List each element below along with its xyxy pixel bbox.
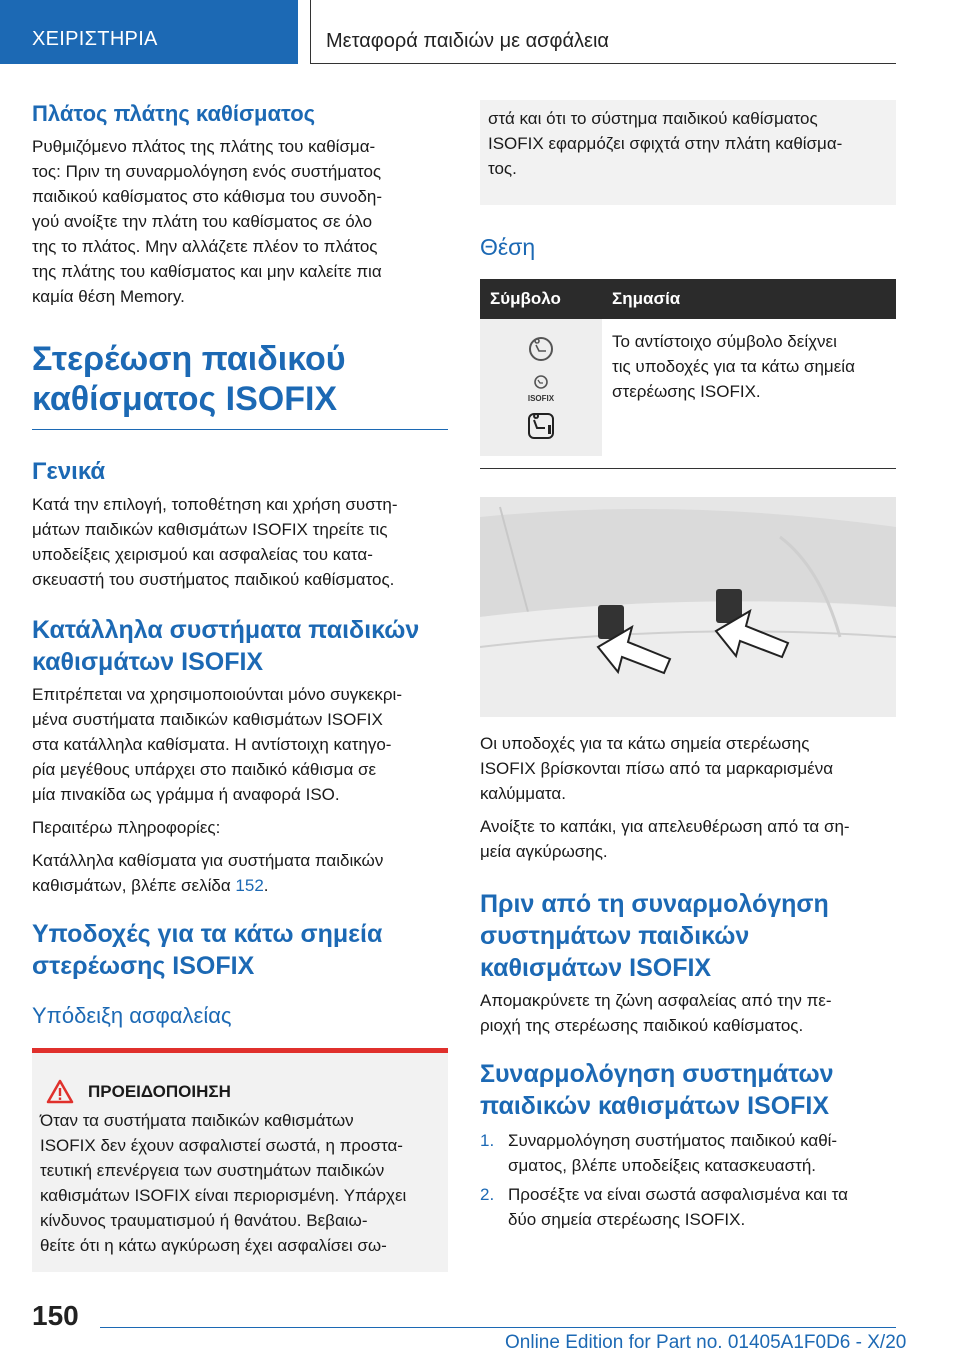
text-line: καλύμματα. (480, 784, 566, 803)
section-rule (32, 429, 448, 430)
text-line: δύο σημεία στερέωσης ISOFIX. (508, 1210, 746, 1229)
text-line: Ρυθμιζόμενο πλάτος της πλάτης του καθίσμα- (32, 137, 376, 156)
step-text (508, 1128, 837, 1178)
heading-line: Πριν από τη συναρμολόγηση (480, 890, 829, 918)
text-line: Προσέξτε να είναι σωστά ασφαλισμένα και τα (508, 1185, 848, 1204)
right-column (480, 100, 896, 1236)
column-header-symbol: Σύμβολο (480, 279, 602, 319)
text-line: στα κατάλληλα καθίσματα. Η αντίστοιχη κατηγο- (32, 735, 392, 754)
table-header-row (480, 279, 896, 319)
assembly-steps-list (480, 1128, 896, 1232)
warning-continuation-text (488, 106, 888, 181)
text-line: μία πινακίδα ως γράμμα ή αναφορά ISO. (32, 785, 340, 804)
heading-line: Στερέωση παιδικού (32, 340, 346, 378)
page-number: 150 (32, 1300, 79, 1331)
warning-continuation-box (480, 100, 896, 205)
heading-before-assembly (480, 888, 896, 984)
text-line: της το πλάτος. Μην αλλάζετε πλέον το πλάτος (32, 237, 378, 256)
text-line: καθισμάτων, βλέπε σελίδα (32, 876, 236, 895)
header-rule (310, 63, 896, 64)
paragraph-general (32, 492, 448, 592)
meaning-cell (602, 319, 896, 456)
paragraph-open-cover (480, 814, 896, 864)
edition-footer: Online Edition for Part no. 01405A1F0D6 - X/20 (505, 1332, 907, 1353)
text-line: σματος, βλέπε υποδείξεις κατασκευαστή. (508, 1156, 817, 1175)
heading-position: Θέση (480, 234, 536, 260)
paragraph-mount-location (480, 731, 896, 806)
text-line: τος: Πριν τη συναρμολόγηση ενός συστήματος (32, 162, 382, 181)
paragraph-reference (32, 848, 448, 898)
paragraph-suitable (32, 682, 448, 807)
heading-line: στερέωσης ISOFIX (32, 952, 255, 980)
text-line: μένα συστήματα παιδικών καθισμάτων ISOFIX (32, 710, 383, 729)
text-line: τις υποδοχές για τα κάτω σημεία (612, 357, 855, 376)
heading-line: συστημάτων παιδικών (480, 922, 750, 950)
text-line: καμία θέση Memory. (32, 287, 185, 306)
paragraph-backrest (32, 134, 448, 309)
text-line: ISOFIX βρίσκονται πίσω από τα μαρκαρισμένα (480, 759, 834, 778)
warning-box (32, 1048, 448, 1272)
text-line: μεία αγκύρωσης. (480, 842, 608, 861)
step-number: 1. (480, 1131, 495, 1150)
warning-title: ΠΡΟΕΙΔΟΠΟΙΗΣΗ (88, 1081, 231, 1101)
text-line: Απομακρύνετε τη ζώνη ασφαλείας από την πε- (480, 991, 832, 1010)
step-text (508, 1182, 848, 1232)
heading-general: Γενικά (32, 458, 106, 485)
text-line: Συναρμολόγηση συστήματος παιδικού καθί- (508, 1131, 838, 1150)
text-line: θείτε ότι η κάτω αγκύρωση έχει ασφαλίσει σω- (40, 1236, 387, 1255)
column-header-meaning: Σημασία (602, 279, 896, 319)
text-line: στερέωσης ISOFIX. (612, 382, 761, 401)
text-line: κίνδυνος τραυματισμού ή θανάτου. Βεβαιω- (40, 1211, 368, 1230)
text-line: τος. (488, 159, 517, 178)
text-line: υποδείξεις χειρισμού και ασφαλείας του κατα- (32, 545, 373, 564)
isofix-symbols-icon (480, 319, 602, 449)
text-line: παιδικού καθίσματος στο κάθισμα του συνοδη- (32, 187, 383, 206)
list-item (480, 1128, 896, 1178)
heading-line: Υποδοχές για τα κάτω σημεία (32, 920, 383, 948)
paragraph-further-info: Περαιτέρω πληροφορίες: (32, 818, 221, 837)
warning-header (46, 1079, 448, 1104)
footer-rule (100, 1327, 896, 1328)
text-line: σκευαστή του συστήματος παιδικού καθίσματος. (32, 570, 395, 589)
text-line: στά και ότι το σύστημα παιδικού καθίσματος (488, 109, 818, 128)
chapter-title: Μεταφορά παιδιών με ασφάλεια (326, 30, 609, 52)
heading-line: Συναρμολόγηση συστημάτων (480, 1060, 834, 1088)
text-line: ISOFIX εφαρμόζει σφιχτά στην πλάτη καθίσμα- (488, 134, 843, 153)
paragraph-before-assembly (480, 988, 896, 1038)
text-line: Κατάλληλα καθίσματα για συστήματα παιδικών (32, 851, 384, 870)
heading-line: Κατάλληλα συστήματα παιδικών (32, 616, 420, 644)
text-punct: . (263, 876, 269, 895)
seat-isofix-image (480, 497, 896, 717)
isofix-label: ISOFIX (527, 394, 555, 403)
text-line: Το αντίστοιχο σύμβολο δείχνει (612, 332, 837, 351)
symbol-cell (480, 319, 602, 456)
text-line: γού ανοίξτε την πλάτη του καθίσματος σε όλο (32, 212, 373, 231)
heading-suitable-systems (32, 614, 448, 678)
text-line: Κατά την επιλογή, τοποθέτηση και χρήση συστη- (32, 495, 398, 514)
text-line: Οι υποδοχές για τα κάτω σημεία στερέωσης (480, 734, 810, 753)
text-line: καθισμάτων ISOFIX είναι περιορισμένη. Υπάρχει (40, 1186, 407, 1205)
heading-line: καθισμάτων ISOFIX (32, 648, 264, 676)
page-link[interactable]: 152 (235, 876, 264, 895)
warning-text (40, 1108, 448, 1258)
text-line: Όταν τα συστήματα παιδικών καθισμάτων (40, 1111, 354, 1130)
text-line: ISOFIX δεν έχουν ασφαλιστεί σωστά, η προστα- (40, 1136, 403, 1155)
table-rule (480, 468, 896, 469)
text-line: μάτων παιδικών καθισμάτων ISOFIX τηρείτε τις (32, 520, 388, 539)
heading-backrest-width: Πλάτος πλάτης καθίσματος (32, 101, 316, 126)
page-header (0, 0, 960, 64)
heading-mounts (32, 918, 448, 982)
seat-illustration (480, 497, 896, 717)
heading-safety-note: Υπόδειξη ασφαλείας (32, 1003, 232, 1028)
text-line: της πλάτης του καθίσματος και μην καλείτε πια (32, 262, 382, 281)
heading-isofix-mounting (32, 339, 448, 419)
warning-triangle-icon (46, 1079, 74, 1104)
heading-line: καθισμάτων ISOFIX (480, 954, 712, 982)
heading-line: καθίσματος ISOFIX (32, 380, 338, 418)
text-line: ριοχή της στερέωσης παιδικού καθίσματος. (480, 1016, 804, 1035)
symbol-table (480, 279, 896, 456)
table-row (480, 319, 896, 456)
heading-assembly (480, 1058, 896, 1122)
text-line: Επιτρέπεται να χρησιμοποιούνται μόνο συγκεκρι- (32, 685, 402, 704)
section-tab[interactable]: ΧΕΙΡΙΣΤΗΡΙΑ (0, 0, 298, 64)
list-item (480, 1182, 896, 1232)
text-line: Ανοίξτε το καπάκι, για απελευθέρωση από τα ση- (480, 817, 850, 836)
text-line: τευτική επενέργεια των συστημάτων παιδικών (40, 1161, 385, 1180)
header-divider (310, 0, 311, 64)
text-line: ρία μεγέθους υπάρχει στο παιδικό κάθισμα σε (32, 760, 377, 779)
heading-line: παιδικών καθισμάτων ISOFIX (480, 1092, 830, 1120)
step-number: 2. (480, 1185, 495, 1204)
left-column (32, 100, 448, 1272)
